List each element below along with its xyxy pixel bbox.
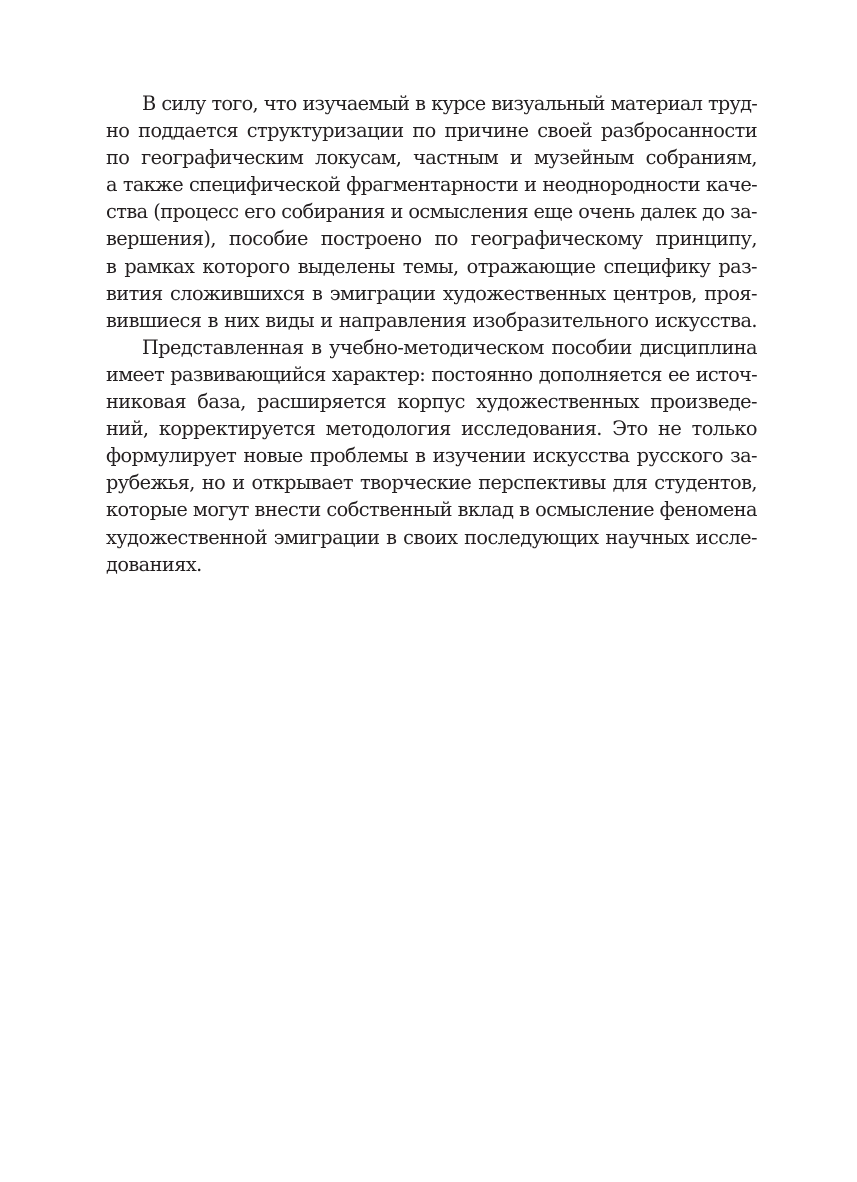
text-line: художественной эмиграции в своих последующих научных иссле- (106, 525, 757, 549)
text-line: никовая база, расширяется корпус художественных произведе- (106, 390, 757, 414)
text-line: рубежья, но и открывает творческие перспективы для студентов, (106, 471, 757, 495)
paragraph-1 (106, 90, 757, 334)
text-line: вития сложившихся в эмиграции художественных центров, проя- (106, 281, 757, 305)
text-line: вившиеся в них виды и направления изобразительного искусства. (106, 308, 757, 332)
text-line: формулирует новые проблемы в изучении искусства русского за- (106, 444, 757, 468)
text-line: В силу того, что изучаемый в курсе визуальный материал труд- (142, 92, 757, 115)
text-line: а также специфической фрагментарности и неоднородности каче- (106, 173, 757, 197)
text-line: вершения), пособие построено по географическому принципу, (106, 227, 757, 251)
text-line: дованиях. (106, 552, 202, 576)
text-line: ний, корректируется методология исследования. Это не только (106, 417, 757, 441)
text-line: Представленная в учебно-методическом пособии дисциплина (142, 335, 757, 359)
text-line: которые могут внести собственный вклад в осмысление феномена (106, 498, 757, 522)
text-line: по географическим локусам, частным и музейным собраниям, (106, 146, 757, 170)
text-line: в рамках которого выделены темы, отражающие специфику раз- (106, 254, 757, 278)
body-text (106, 90, 757, 578)
paragraph-2 (106, 334, 757, 578)
text-line: ства (процесс его собирания и осмысления еще очень далек до за- (106, 200, 757, 224)
text-line: но поддается структуризации по причине своей разбросанности (106, 119, 757, 143)
text-line: имеет развивающийся характер: постоянно дополняется ее источ- (106, 362, 757, 386)
